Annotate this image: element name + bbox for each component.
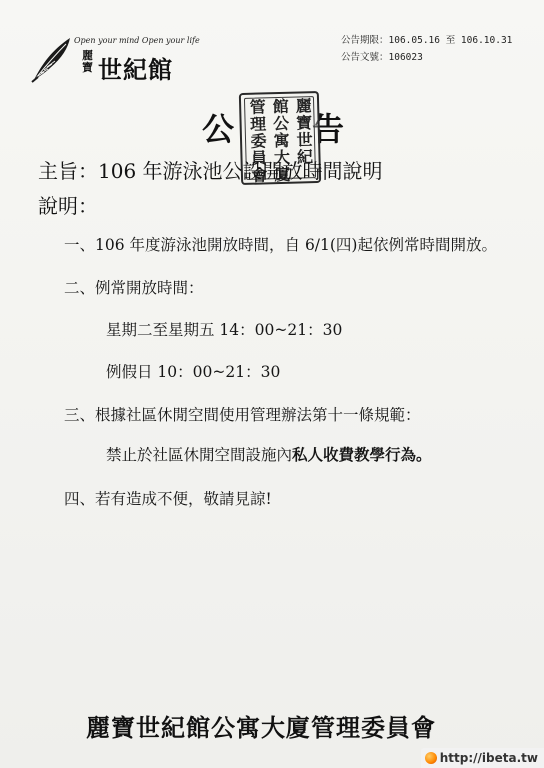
title-char-left: 公 (202, 110, 235, 148)
item-2: 二、例常開放時間： (64, 279, 204, 297)
watermark-text: http://ibeta.tw (439, 751, 538, 765)
subject-line: 主旨：106 年游泳池公設開放時間說明 (38, 159, 383, 183)
item-3-rule (106, 443, 432, 465)
logo-tagline: Open your mind Open your life (74, 36, 200, 45)
item-3-rule-text: 禁止於社區休閒空間設施內 (106, 446, 293, 464)
logo-small-text: 麗寶 (82, 49, 93, 74)
logo-name: 世紀館 (98, 55, 173, 84)
title-char-right: 告 (312, 110, 345, 148)
committee-signature: 麗寶世紀館公寓大廈管理委員會 (86, 713, 436, 742)
item-3: 三、根據社區休閒空間使用管理辦法第十一條規範： (64, 406, 421, 424)
item-2-weekday-hours: 星期二至星期五 14：00~21：30 (106, 321, 343, 339)
item-1: 一、106 年度游泳池開放時間，自 6/1(四)起依例常時間開放。 (64, 236, 497, 254)
seal-column-2: 館公寓大廈 (269, 97, 292, 184)
notice-period: 公告期限：106.05.16 至 106.10.31 (341, 35, 513, 46)
seal-column-3: 管理委員會 (246, 98, 269, 184)
item-2-holiday-hours: 例假日 10：00~21：30 (106, 363, 281, 381)
watermark-logo-icon (425, 752, 437, 764)
explanation-label: 說明： (38, 194, 98, 218)
item-3-rule-emphasis: 私人收費教學行為。 (292, 445, 432, 464)
company-logo (28, 28, 208, 88)
seal-column-1: 麗寶世紀 (292, 97, 314, 166)
site-watermark (421, 748, 544, 768)
notice-doc-number: 公告文號：106023 (341, 52, 423, 63)
notice-meta (341, 32, 512, 66)
item-4: 四、若有造成不便，敬請見諒! (64, 490, 272, 508)
feather-logo-icon (28, 34, 76, 86)
